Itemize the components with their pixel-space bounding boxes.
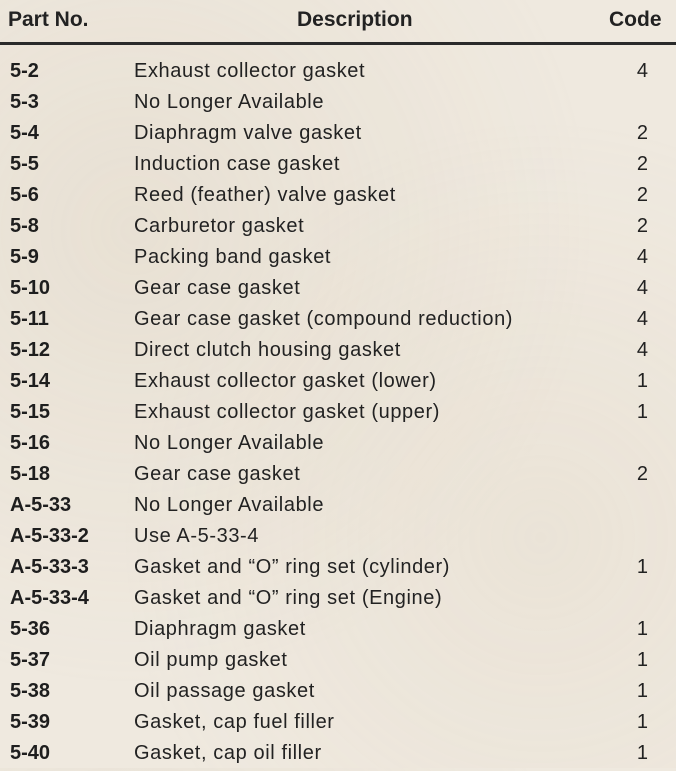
part-code: 4 [636,60,648,82]
part-number: A-5-33-2 [10,525,89,547]
part-description: Gasket and “O” ring set (cylinder) [134,556,451,578]
part-code: 4 [636,308,648,330]
part-description: Gasket, cap oil filler [134,742,322,764]
part-description: Gear case gasket (compound reduction) [134,308,514,330]
part-code: 2 [636,215,648,237]
table-row [0,120,676,151]
part-code: 1 [636,618,648,640]
table-row [0,616,676,647]
part-code: 2 [636,463,648,485]
part-description: Carburetor gasket [134,215,305,237]
part-number: 5-4 [10,122,39,144]
table-row [0,275,676,306]
table-row [0,523,676,554]
part-description: Direct clutch housing gasket [134,339,401,361]
part-number: 5-2 [10,60,39,82]
table-row [0,337,676,368]
table-row [0,461,676,492]
part-number: A-5-33-4 [10,587,89,609]
part-number: A-5-33 [10,494,72,516]
part-description: Gear case gasket [134,463,301,485]
table-row [0,213,676,244]
table-row [0,740,676,771]
part-number: 5-38 [10,680,51,702]
table-row [0,306,676,337]
part-number: 5-40 [10,742,51,764]
part-description: Gasket and “O” ring set (Engine) [134,587,443,609]
part-number: 5-15 [10,401,51,423]
header-rule [0,42,676,45]
part-description: Reed (feather) valve gasket [134,184,396,206]
part-description: No Longer Available [134,494,325,516]
part-description: No Longer Available [134,91,325,113]
part-description: Exhaust collector gasket (upper) [134,401,441,423]
table-row [0,678,676,709]
part-number: 5-5 [10,153,39,175]
header-description: Description [297,8,413,31]
part-number: 5-12 [10,339,51,361]
table-row [0,399,676,430]
part-code: 1 [636,370,648,392]
part-description: No Longer Available [134,432,325,454]
table-row [0,430,676,461]
part-code: 2 [636,153,648,175]
part-number: 5-16 [10,432,51,454]
table-row [0,585,676,616]
table-row [0,151,676,182]
part-description: Use A-5-33-4 [134,525,260,547]
part-code: 2 [636,184,648,206]
table-row [0,182,676,213]
part-description: Diaphragm gasket [134,618,306,640]
table-row [0,492,676,523]
table-row [0,647,676,678]
part-description: Exhaust collector gasket (lower) [134,370,437,392]
part-number: 5-3 [10,91,39,113]
part-number: 5-18 [10,463,51,485]
parts-table [0,58,676,771]
part-code: 4 [636,339,648,361]
part-description: Exhaust collector gasket [134,60,366,82]
part-code: 1 [636,649,648,671]
part-description: Gasket, cap fuel filler [134,711,335,733]
part-number: 5-8 [10,215,39,237]
part-code: 1 [636,680,648,702]
part-code: 1 [636,401,648,423]
part-number: 5-11 [10,308,49,330]
part-number: 5-10 [10,277,51,299]
part-description: Oil pump gasket [134,649,288,671]
part-code: 1 [636,711,648,733]
table-row [0,554,676,585]
part-number: 5-36 [10,618,51,640]
part-code: 2 [636,122,648,144]
part-description: Induction case gasket [134,153,341,175]
part-description: Oil passage gasket [134,680,315,702]
part-number: 5-6 [10,184,39,206]
part-description: Packing band gasket [134,246,332,268]
part-number: 5-37 [10,649,51,671]
table-header [0,0,676,40]
table-row [0,368,676,399]
part-number: 5-39 [10,711,51,733]
header-code: Code [609,8,662,31]
part-code: 1 [636,556,648,578]
part-number: 5-9 [10,246,39,268]
table-row [0,244,676,275]
part-code: 1 [636,742,648,764]
part-number: 5-14 [10,370,51,392]
table-row [0,89,676,120]
part-description: Gear case gasket [134,277,301,299]
part-code: 4 [636,277,648,299]
table-row [0,58,676,89]
header-part-no: Part No. [8,8,89,31]
table-row [0,709,676,740]
part-number: A-5-33-3 [10,556,89,578]
part-code: 4 [636,246,648,268]
part-description: Diaphragm valve gasket [134,122,362,144]
